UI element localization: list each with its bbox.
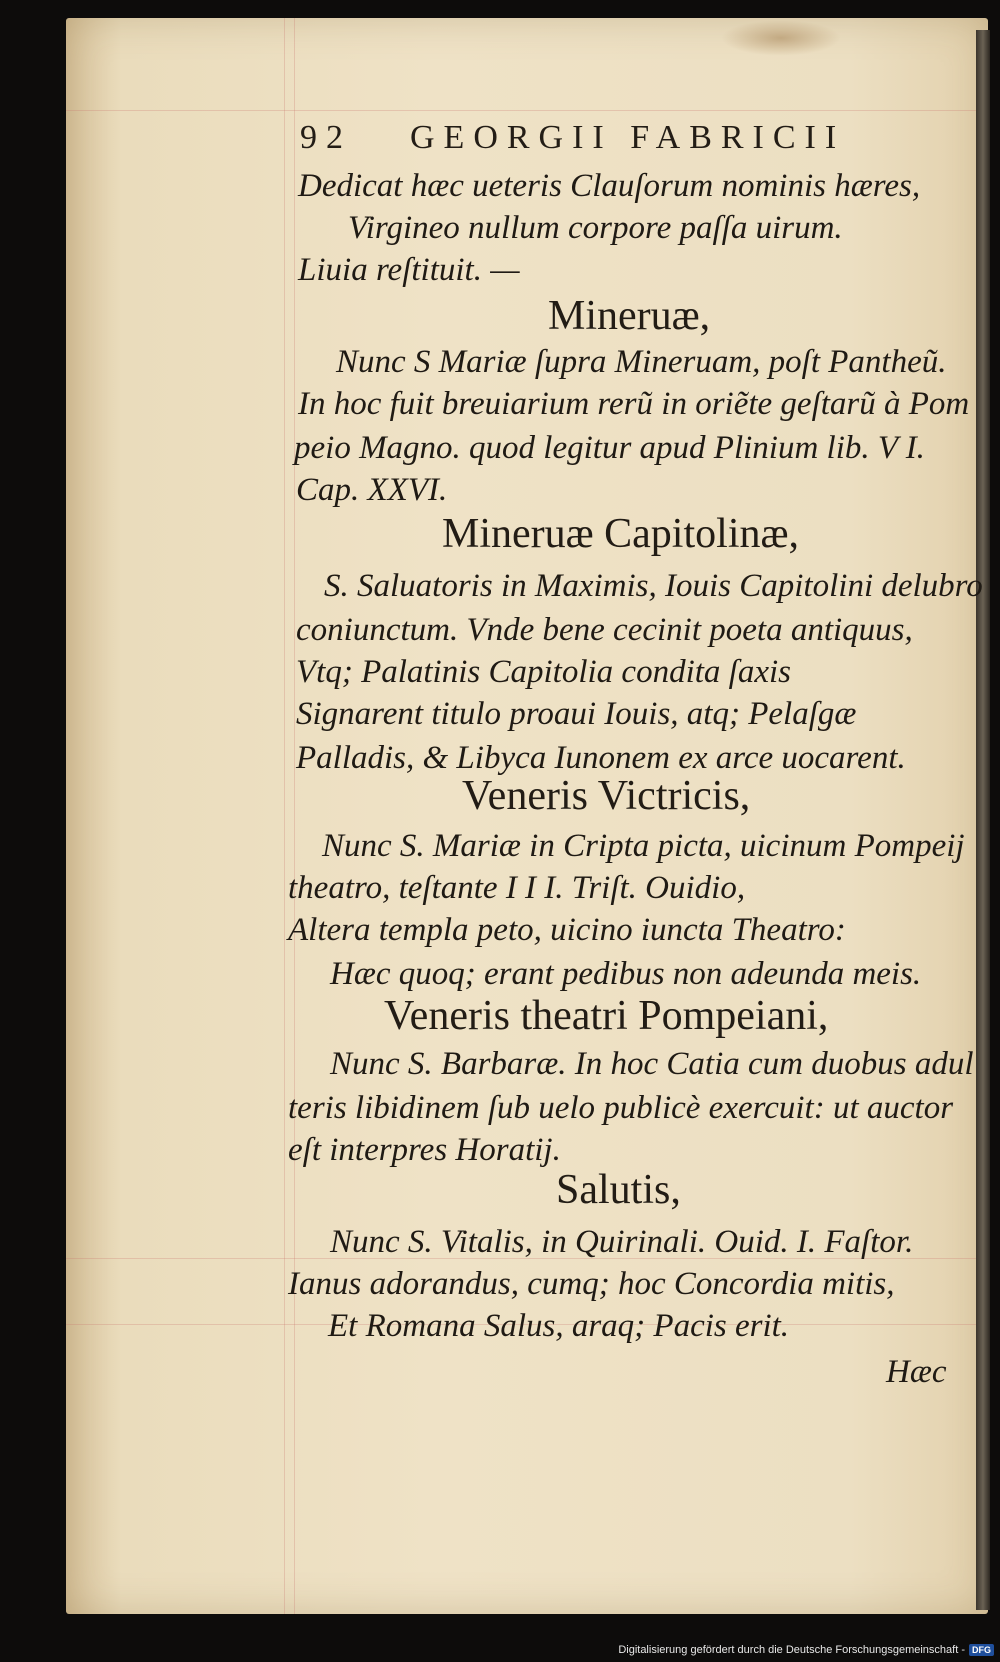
text-line: In hoc fuit breuiarium rerũ in oriẽte geſtarũ à Pom bbox=[298, 386, 970, 422]
catchword: Hæc bbox=[886, 1354, 947, 1390]
running-title: GEORGII FABRICII bbox=[410, 119, 846, 156]
text-line: Cap. XXVI. bbox=[296, 472, 448, 508]
text-line: Nunc S. Mariæ in Cripta picta, uicinum Pompeij bbox=[322, 828, 965, 864]
text-line: Signarent titulo proaui Iouis, atq; Pelaſgæ bbox=[296, 696, 857, 732]
page-edge bbox=[976, 30, 990, 1610]
text-line: Et Romana Salus, araq; Pacis erit. bbox=[328, 1308, 790, 1344]
text-line: Palladis, & Libyca Iunonem ex arce uocarent. bbox=[296, 740, 906, 776]
page-number: 92 bbox=[300, 119, 352, 156]
text-line: eſt interpres Horatij. bbox=[288, 1132, 561, 1168]
text-line: Ianus adorandus, cumq; hoc Concordia mitis, bbox=[288, 1266, 895, 1302]
text-line: Nunc S. Barbaræ. In hoc Catia cum duobus adul bbox=[330, 1046, 974, 1082]
text-line: teris libidinem ſub uelo publicè exercuit: ut auctor bbox=[288, 1090, 954, 1126]
text-line: Virgineo nullum corpore paſſa uirum. bbox=[348, 210, 843, 246]
text-line: Vtq; Palatinis Capitolia condita ſaxis bbox=[296, 654, 791, 690]
section-heading: Salutis, bbox=[556, 1167, 681, 1213]
section-heading: Veneris Victricis, bbox=[462, 773, 751, 819]
credit-text: Digitalisierung gefördert durch die Deutsche Forschungsgemeinschaft - bbox=[618, 1644, 965, 1656]
text-line: Altera templa peto, uicino iuncta Theatro: bbox=[288, 912, 846, 948]
text-line: Dedicat hæc ueteris Clauſorum nominis hæres, bbox=[298, 168, 921, 204]
text-line: peio Magno. quod legitur apud Plinium lib. V I. bbox=[294, 430, 925, 466]
section-heading: Mineruæ, bbox=[548, 293, 711, 339]
digitization-credit bbox=[618, 1644, 994, 1656]
text-line: Hæc quoq; erant pedibus non adeunda meis. bbox=[330, 956, 922, 992]
text-line: Nunc S. Vitalis, in Quirinali. Ouid. I. Faſtor. bbox=[330, 1224, 914, 1260]
dfg-logo-icon: DFG bbox=[969, 1644, 994, 1656]
text-line: Liuia reſtituit. — bbox=[298, 252, 520, 288]
text-line: S. Saluatoris in Maximis, Iouis Capitolini delubro bbox=[324, 568, 983, 604]
text-line: theatro, teſtante I I I. Triſt. Ouidio, bbox=[288, 870, 746, 906]
text-line: Nunc S Mariæ ſupra Mineruam, poſt Pantheũ. bbox=[336, 344, 947, 380]
text-line: coniunctum. Vnde bene cecinit poeta antiquus, bbox=[296, 612, 913, 648]
section-heading: Mineruæ Capitolinæ, bbox=[442, 511, 799, 557]
section-heading: Veneris theatri Pompeiani, bbox=[384, 993, 829, 1039]
